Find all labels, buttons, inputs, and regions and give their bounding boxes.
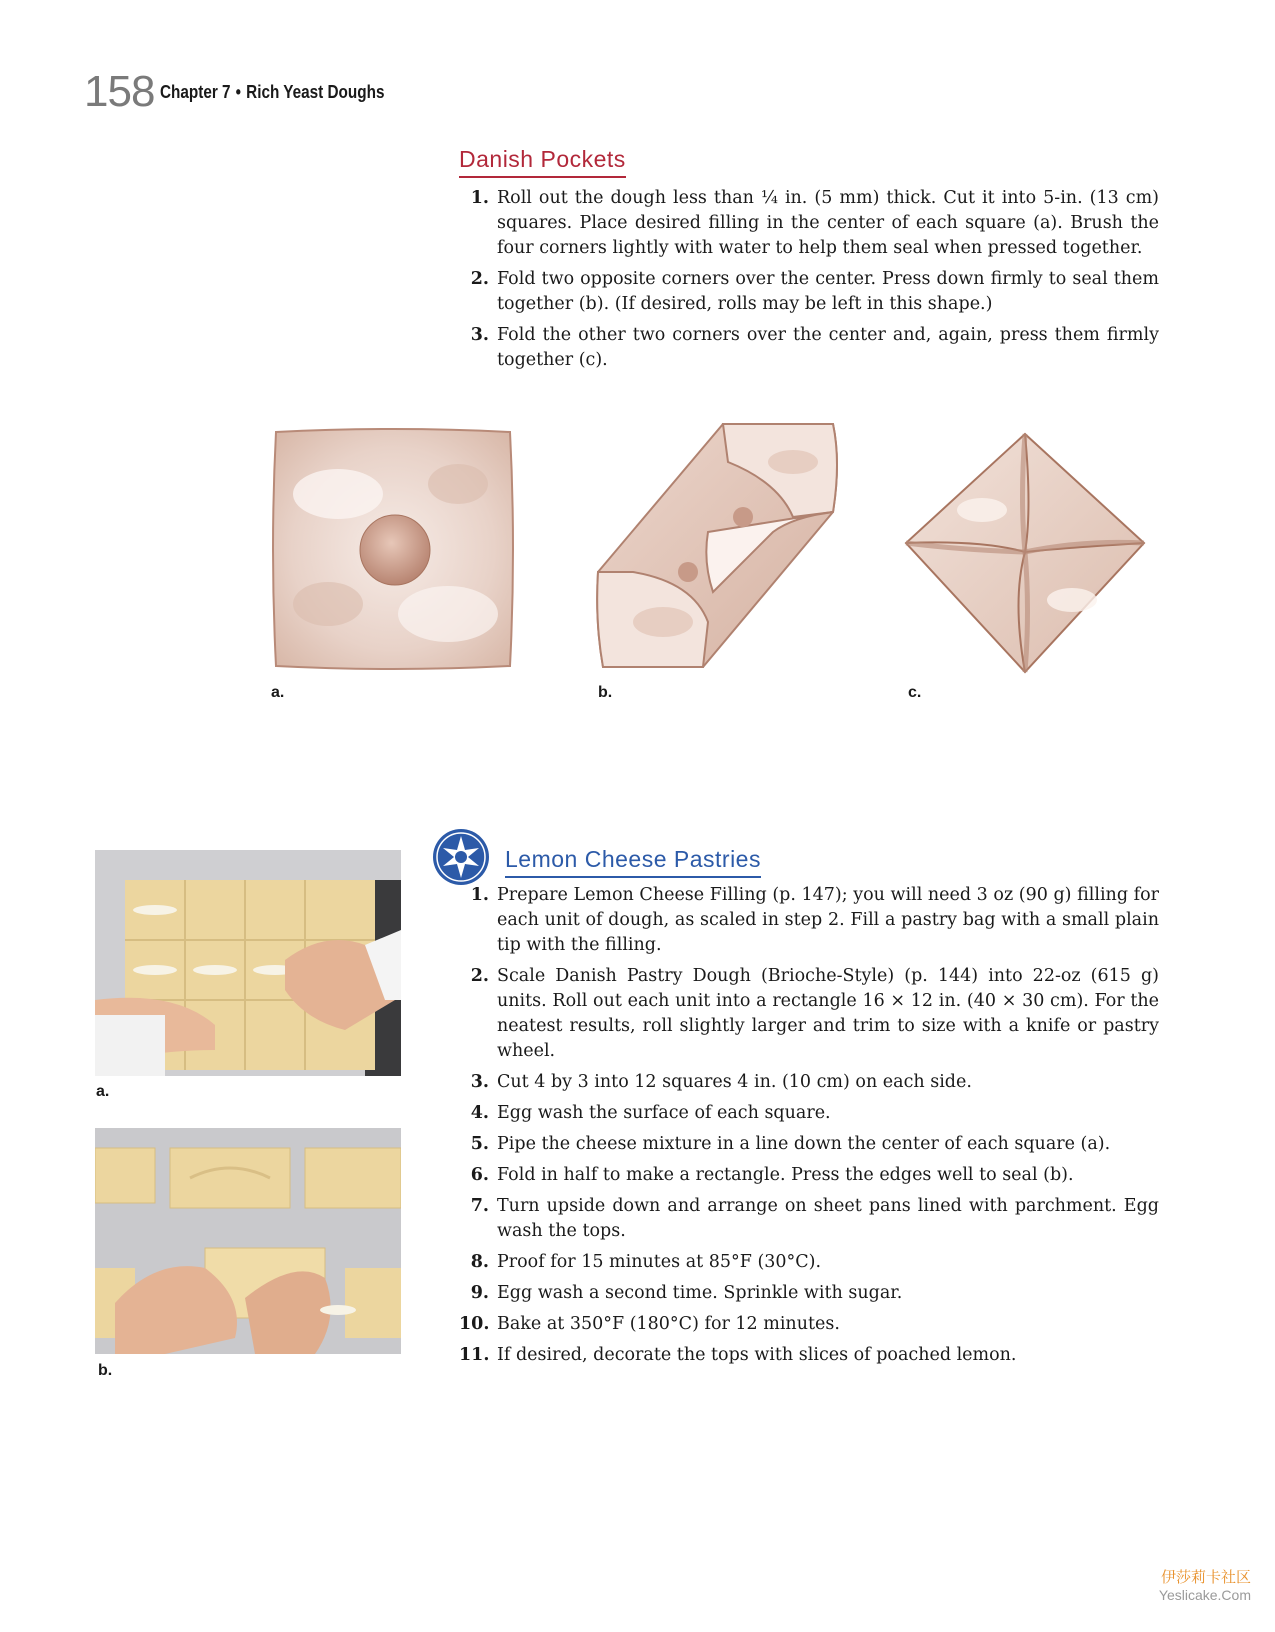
running-head — [160, 82, 384, 103]
step-item — [459, 1281, 1159, 1306]
step-text: Egg wash a second time. Sprinkle with sugar. — [497, 1283, 903, 1303]
step-item — [459, 1343, 1159, 1368]
step-number: 1. — [470, 188, 489, 208]
step-text: Prepare Lemon Cheese Filling (p. 147); you will need 3 oz (90 g) filling for each unit of dough, as scaled in step 2. Fill a pastry bag with a small plain tip with the filling. — [497, 885, 1159, 955]
step-text: Fold two opposite corners over the center. Press down firmly to seal them together (b). (If desired, rolls may be left in this shape.) — [497, 269, 1159, 314]
step-number: 2. — [470, 966, 489, 986]
step-item — [459, 323, 1159, 373]
watermark-english: Yeslicake.Com — [1158, 1587, 1251, 1603]
step-text: Scale Danish Pastry Dough (Brioche-Style) (p. 144) into 22-oz (615 g) units. Roll out each unit into a rectangle 16 × 12 in. (40 × 30 cm). For the neatest results, roll slightly larger and trim to size with a knife or pastry wheel. — [497, 966, 1159, 1061]
step-number: 9. — [470, 1283, 489, 1303]
step-number: 4. — [470, 1103, 489, 1123]
separator-bullet: • — [235, 82, 242, 102]
photo-label-b: b. — [98, 1362, 113, 1379]
chef-emblem-icon — [432, 828, 490, 886]
step-number: 3. — [470, 325, 489, 345]
photo-piping-filling — [95, 850, 401, 1076]
site-watermark — [1159, 1566, 1251, 1603]
lemon-cheese-steps — [459, 883, 1159, 1374]
step-item — [459, 1163, 1159, 1188]
illustration-dough-four-corners-folded — [902, 430, 1148, 676]
figure-label-a: a. — [271, 684, 285, 701]
step-number: 5. — [470, 1134, 489, 1154]
step-item — [459, 1194, 1159, 1244]
page-number: 158 — [84, 67, 155, 116]
step-item — [459, 1132, 1159, 1157]
step-item — [459, 1070, 1159, 1095]
step-item — [459, 267, 1159, 317]
step-number: 11. — [459, 1345, 490, 1365]
step-item — [459, 186, 1159, 261]
step-number: 6. — [470, 1165, 489, 1185]
step-text: If desired, decorate the tops with slices of poached lemon. — [497, 1345, 1017, 1365]
step-number: 10. — [459, 1314, 490, 1334]
photo-folding-rectangles — [95, 1128, 401, 1354]
step-text: Fold in half to make a rectangle. Press the edges well to seal (b). — [497, 1165, 1074, 1185]
step-number: 2. — [470, 269, 489, 289]
chapter-label: Chapter 7 — [160, 82, 231, 102]
watermark-chinese: 伊莎莉卡社区 — [1160, 1568, 1251, 1586]
step-text: Cut 4 by 3 into 12 squares 4 in. (10 cm) on each side. — [497, 1072, 972, 1092]
step-text: Turn upside down and arrange on sheet pans lined with parchment. Egg wash the tops. — [497, 1196, 1159, 1241]
step-item — [459, 964, 1159, 1064]
section-title-lemon-cheese-pastries: Lemon Cheese Pastries — [505, 846, 761, 878]
step-text: Pipe the cheese mixture in a line down the center of each square (a). — [497, 1134, 1111, 1154]
step-text: Roll out the dough less than ¼ in. (5 mm) thick. Cut it into 5-in. (13 cm) squares. Place desired filling in the center of each square (a). Brush the four corners lightly with water to help them seal when pressed together. — [497, 188, 1159, 258]
figure-label-b: b. — [598, 684, 613, 701]
step-item — [459, 1101, 1159, 1126]
step-item — [459, 1312, 1159, 1337]
step-item — [459, 1250, 1159, 1275]
figure-label-c: c. — [908, 684, 922, 701]
chapter-title: Rich Yeast Doughs — [246, 82, 385, 102]
step-text: Egg wash the surface of each square. — [497, 1103, 831, 1123]
step-item — [459, 883, 1159, 958]
danish-pockets-steps — [459, 186, 1159, 379]
step-number: 7. — [470, 1196, 489, 1216]
step-text: Proof for 15 minutes at 85°F (30°C). — [497, 1252, 822, 1272]
step-number: 8. — [470, 1252, 489, 1272]
illustration-dough-two-corners-folded — [593, 422, 843, 672]
illustration-dough-square-with-filling — [268, 424, 518, 674]
section-title-danish-pockets: Danish Pockets — [459, 146, 626, 178]
step-text: Bake at 350°F (180°C) for 12 minutes. — [497, 1314, 840, 1334]
step-number: 1. — [470, 885, 489, 905]
photo-label-a: a. — [96, 1083, 110, 1100]
step-text: Fold the other two corners over the center and, again, press them firmly together (c). — [497, 325, 1159, 370]
step-number: 3. — [470, 1072, 489, 1092]
